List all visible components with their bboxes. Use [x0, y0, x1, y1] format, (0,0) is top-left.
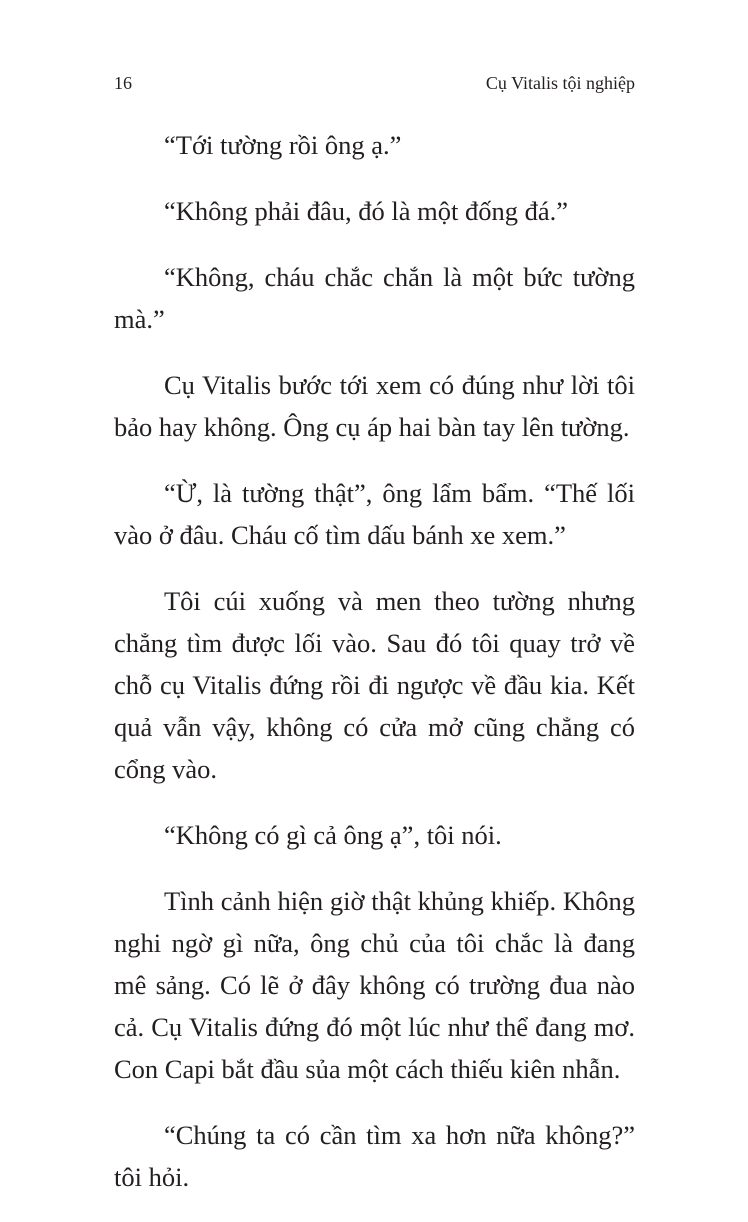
paragraph: “Không có gì cả ông ạ”, tôi nói. [164, 820, 502, 850]
paragraph: “Chúng ta có cần tìm xa hơn nữa không?” tôi hỏi. [114, 1120, 635, 1192]
paragraph: Cụ Vitalis bước tới xem có đúng như lời tôi bảo hay không. Ông cụ áp hai bàn tay lên tường. [114, 370, 635, 442]
paragraph: “Không, cháu chắc chắn là một bức tường mà.” [114, 262, 635, 334]
running-header [114, 70, 635, 96]
paragraph: “Không phải đâu, đó là một đống đá.” [164, 196, 569, 226]
paragraph: Tình cảnh hiện giờ thật khủng khiếp. Không nghi ngờ gì nữa, ông chủ của tôi chắc là đang mê sảng. Có lẽ ở đây không có trường đua nào cả. Cụ Vitalis đứng đó một lúc như thể đang mơ. Con Capi bắt đầu sủa một cách thiếu kiên nhẫn. [114, 886, 635, 1084]
paragraph: Tôi cúi xuống và men theo tường nhưng chẳng tìm được lối vào. Sau đó tôi quay trở về chỗ cụ Vitalis đứng rồi đi ngược về đầu kia. Kết quả vẫn vậy, không có cửa mở cũng chẳng có cổng vào. [114, 586, 635, 784]
page-number: 16 [114, 73, 132, 93]
page-body [114, 124, 635, 1222]
paragraph: “Tới tường rồi ông ạ.” [164, 130, 402, 160]
paragraph: “Ừ, là tường thật”, ông lẩm bẩm. “Thế lối vào ở đâu. Cháu cố tìm dấu bánh xe xem.” [114, 478, 635, 550]
chapter-title: Cụ Vitalis tội nghiệp [485, 73, 635, 93]
